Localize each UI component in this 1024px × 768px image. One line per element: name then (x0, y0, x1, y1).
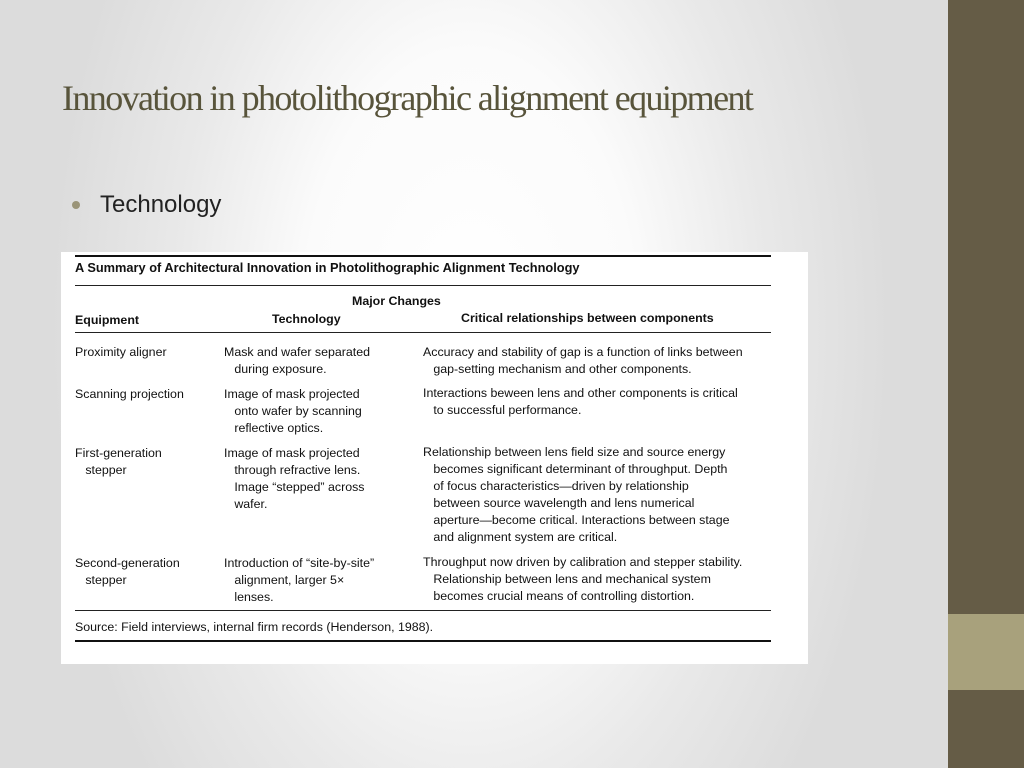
slide-title: Innovation in photolithographic alignment equipment (62, 78, 753, 118)
group-header-major-changes: Major Changes (352, 294, 441, 308)
header-critical-relationships: Critical relationships between components (461, 311, 714, 325)
bullet-text: Technology (100, 191, 222, 218)
table-cell-technology: Image of mask projected through refractive lens. Image “stepped” across wafer. (224, 446, 365, 511)
table-cell-equipment: Second-generation stepper (75, 556, 180, 587)
table-cell-equipment: Proximity aligner (75, 345, 167, 359)
table-bottom-rule (75, 640, 771, 642)
table-cell-relationships: Relationship between lens field size and source energy becomes significant determinant of throughput. Depth of focus characteristics—driven by relationship between source wavelength and lens numerical aperture—become critical. Interactions between stage and alignment system are critical. (423, 445, 730, 544)
table-source-note: Source: Field interviews, internal firm records (Henderson, 1988). (75, 620, 434, 634)
header-technology: Technology (272, 312, 341, 326)
table-caption: A Summary of Architectural Innovation in Photolithographic Alignment Technology (75, 260, 580, 275)
summary-table-image (61, 252, 808, 664)
header-equipment: Equipment (75, 313, 140, 327)
table-cell-equipment: First-generation stepper (75, 446, 162, 477)
table-top-rule (75, 255, 771, 257)
source-rule (75, 610, 771, 611)
table-cell-relationships: Throughput now driven by calibration and stepper stability. Relationship between lens and mechanical system becomes crucial means of controlling distortion. (423, 555, 743, 603)
table-cell-equipment: Scanning projection (75, 387, 184, 401)
header-rule (75, 332, 771, 333)
table-cell-technology: Image of mask projected onto wafer by scanning reflective optics. (224, 387, 362, 435)
bullet-dot-icon (72, 201, 80, 209)
table-cell-technology: Introduction of “site-by-site” alignment, larger 5× lenses. (224, 556, 375, 604)
table-cell-relationships: Accuracy and stability of gap is a function of links between gap-setting mechanism and other components. (423, 345, 743, 376)
table-cell-technology: Mask and wafer separated during exposure. (224, 345, 371, 376)
table-cell-relationships: Interactions beween lens and other components is critical to successful performance. (423, 386, 738, 417)
side-accent-block (948, 614, 1024, 690)
caption-rule (75, 285, 771, 286)
bullet-item (72, 188, 221, 222)
